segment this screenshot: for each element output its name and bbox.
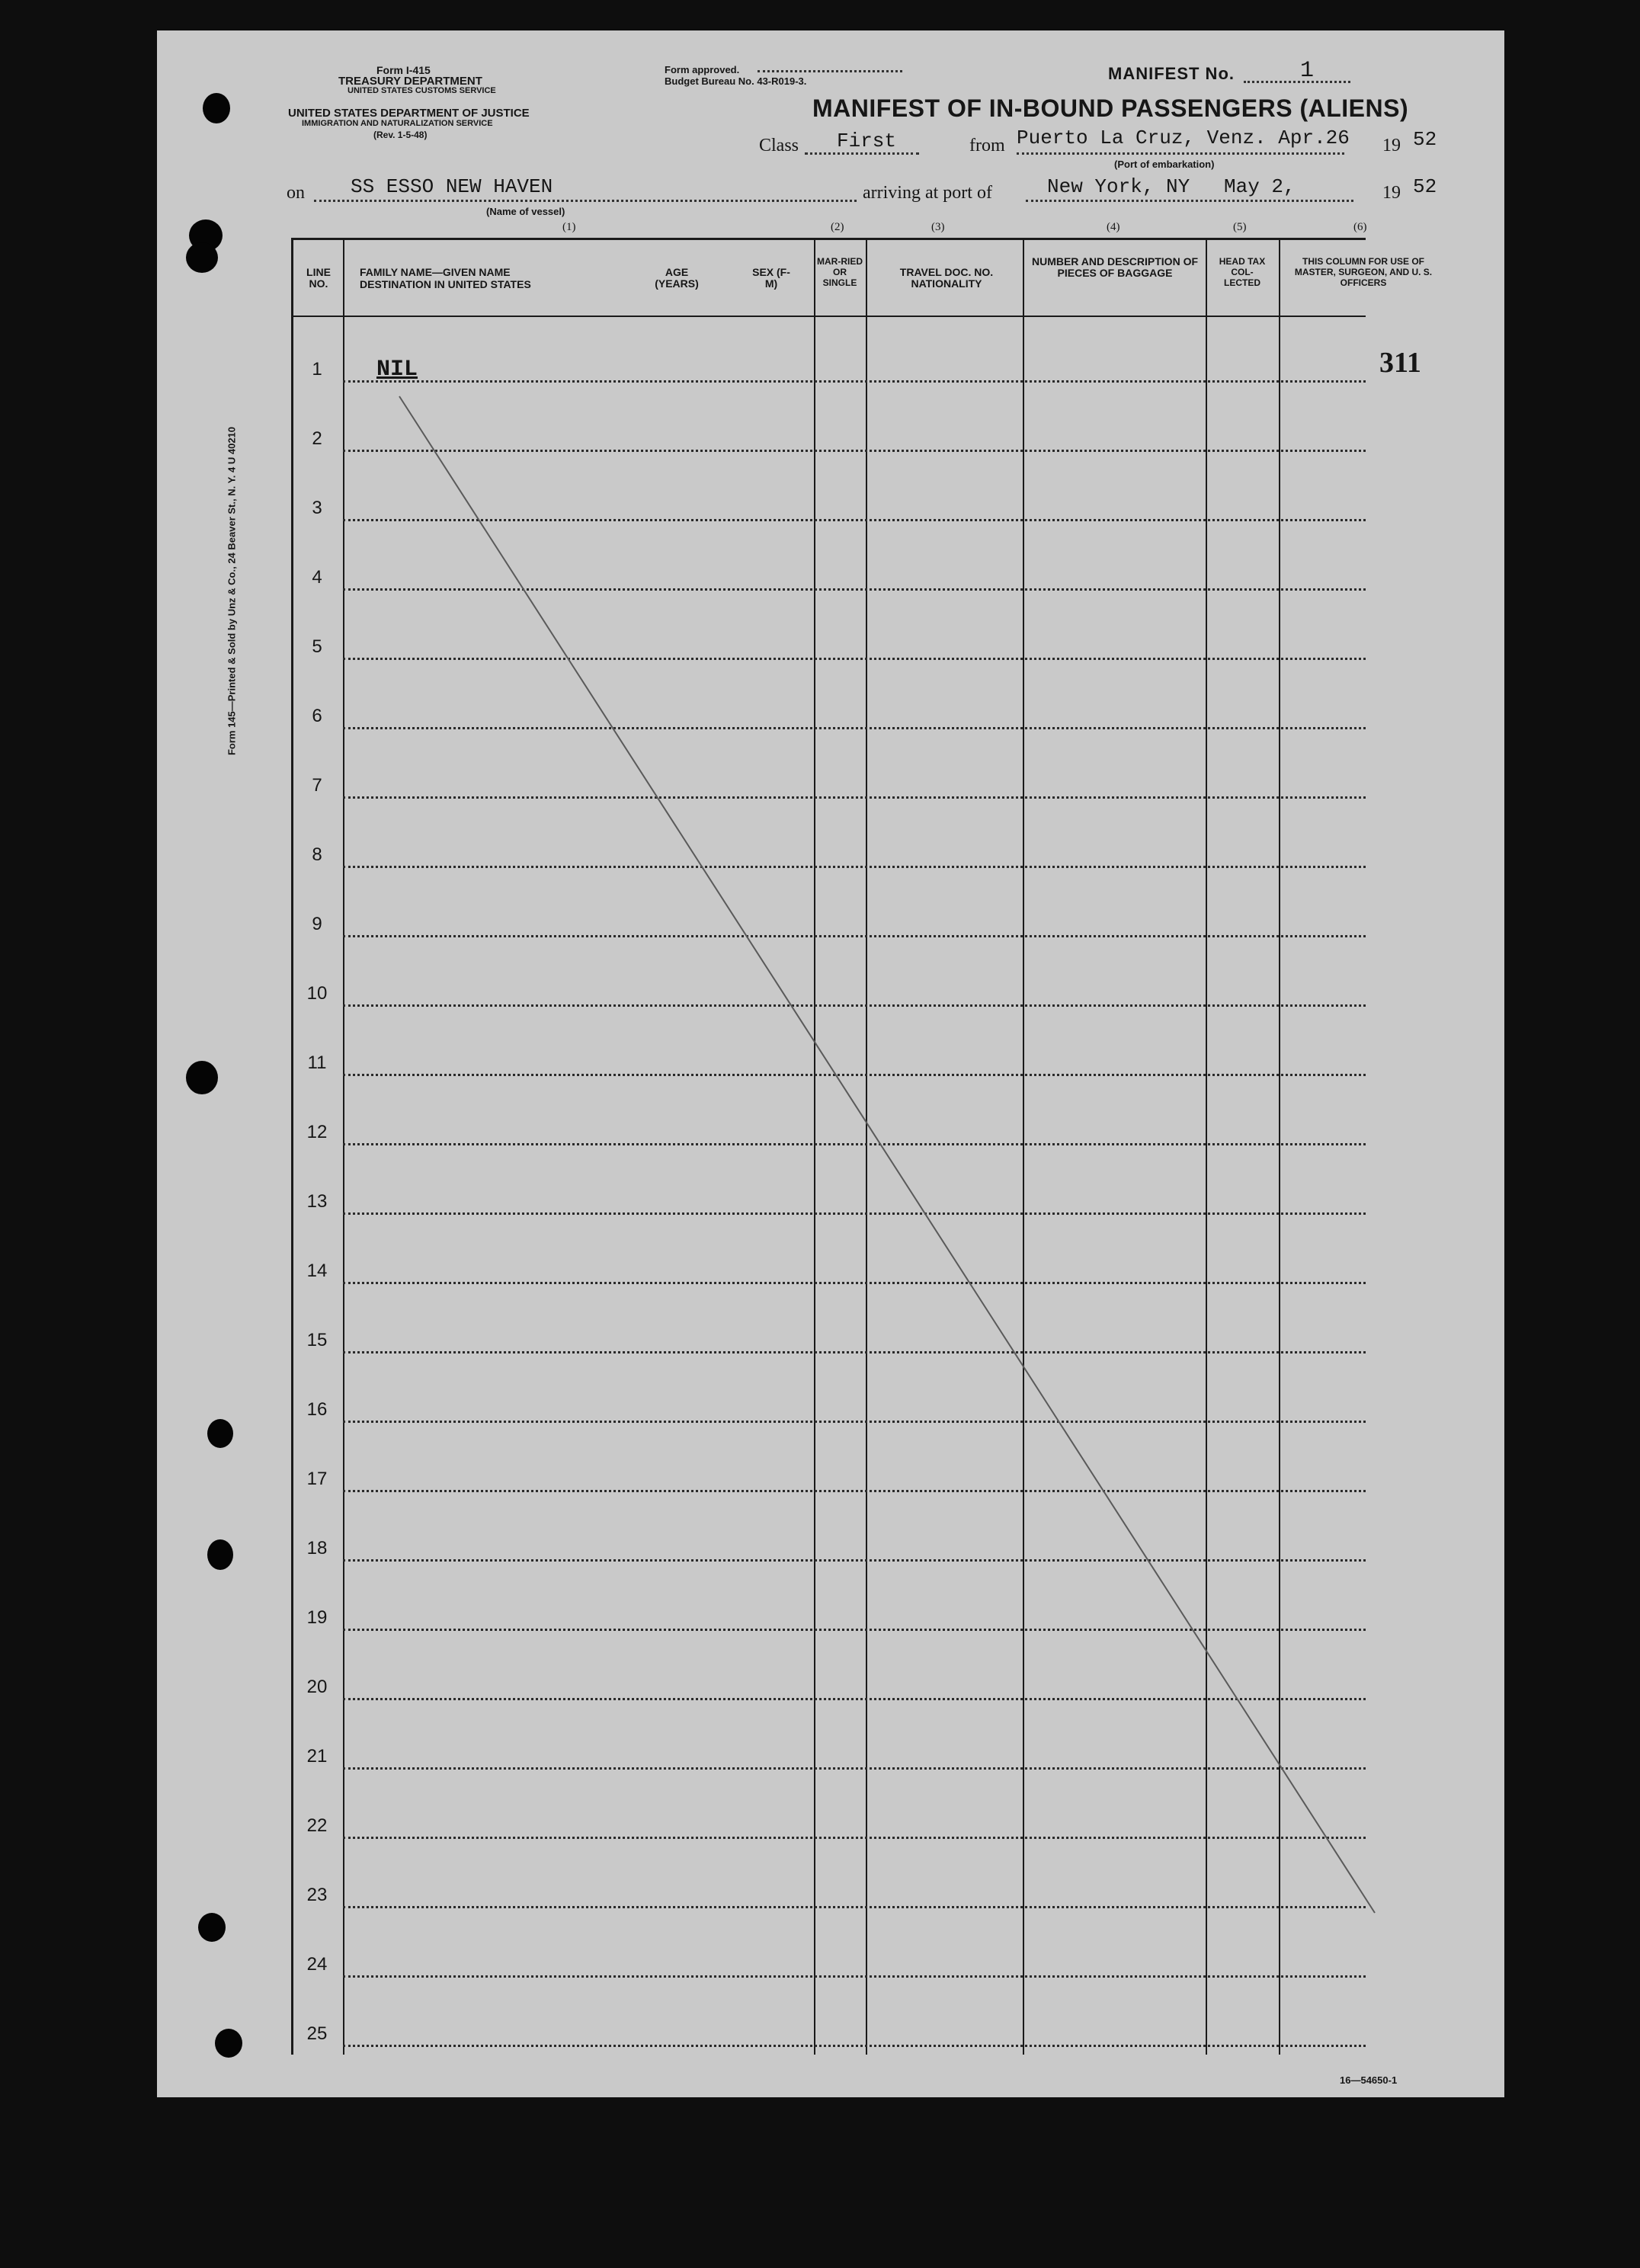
- line-number: 10: [306, 983, 328, 1004]
- column-number: (3): [931, 221, 945, 233]
- line-number: 9: [312, 914, 322, 934]
- header-age: AGE (YEARS): [655, 266, 699, 290]
- line-number: 7: [312, 775, 322, 796]
- manifest-title: MANIFEST OF IN-BOUND PASSENGERS (ALIENS): [812, 94, 1409, 122]
- line-number: 20: [306, 1677, 328, 1697]
- embarkation-port: Puerto La Cruz, Venz. Apr.26: [1017, 127, 1350, 149]
- column-number: (2): [831, 221, 844, 233]
- on-label: on: [287, 183, 305, 203]
- footer-code: 16—54650-1: [1340, 2074, 1398, 2086]
- arrival-year: 52: [1413, 175, 1437, 198]
- manifest-no-value: 1: [1300, 58, 1315, 84]
- embarkation-year: 52: [1413, 128, 1437, 151]
- column-number: (1): [562, 221, 576, 233]
- header-married: MAR-RIED OR SINGLE: [817, 256, 863, 288]
- line-number: 23: [306, 1885, 328, 1905]
- row1-name-entry: NIL: [376, 357, 418, 383]
- cancellation-line: [157, 30, 1504, 2097]
- line-number: 16: [306, 1399, 328, 1420]
- year-prefix-1: 19: [1382, 136, 1401, 155]
- manifest-no-label: MANIFEST No.: [1108, 64, 1235, 83]
- printer-margin-text: Form 145—Printed & Sold by Unz & Co., 24 Beaver St., N. Y. 4 U 40210: [226, 426, 238, 756]
- line-number: 1: [312, 359, 322, 380]
- vessel-name: SS ESSO NEW HAVEN: [351, 175, 553, 198]
- line-number: 15: [306, 1330, 328, 1350]
- line-number: 18: [306, 1538, 328, 1558]
- manifest-page: [157, 30, 1504, 2097]
- form-approved: Form approved.: [665, 64, 740, 75]
- line-number: 5: [312, 636, 322, 657]
- line-number: 17: [306, 1469, 328, 1489]
- line-number: 24: [306, 1954, 328, 1975]
- line-number: 2: [312, 428, 322, 449]
- line-number: 3: [312, 498, 322, 518]
- line-number: 25: [306, 2023, 328, 2044]
- header-officers: THIS COLUMN FOR USE OF MASTER, SURGEON, AND U. S. OFFICERS: [1294, 256, 1433, 288]
- column-number: (6): [1353, 221, 1367, 233]
- justice-label: UNITED STATES DEPARTMENT OF JUSTICE: [288, 107, 530, 120]
- customs-label: UNITED STATES CUSTOMS SERVICE: [348, 86, 496, 95]
- year-prefix-2: 19: [1382, 183, 1401, 203]
- arrival-date: May 2,: [1224, 175, 1296, 198]
- vessel-caption: (Name of vessel): [486, 206, 565, 217]
- port-embarkation-caption: (Port of embarkation): [1114, 159, 1215, 170]
- header-travel-doc: TRAVEL DOC. NO. NATIONALITY: [899, 266, 994, 290]
- class-value: First: [837, 130, 897, 152]
- ins-label: IMMIGRATION AND NATURALIZATION SERVICE: [302, 119, 493, 128]
- budget-bureau: Budget Bureau No. 43-R019-3.: [665, 75, 807, 87]
- line-number: 21: [306, 1746, 328, 1767]
- class-label: Class: [759, 136, 799, 155]
- line-number: 22: [306, 1815, 328, 1836]
- column-number: (5): [1233, 221, 1247, 233]
- line-number: 8: [312, 844, 322, 865]
- header-line-no: LINE NO.: [306, 266, 331, 290]
- row1-officer-number: 311: [1379, 347, 1421, 379]
- header-baggage: NUMBER AND DESCRIPTION OF PIECES OF BAGGAGE: [1031, 255, 1199, 279]
- line-number: 6: [312, 706, 322, 726]
- header-head-tax: HEAD TAX COL-LECTED: [1219, 256, 1266, 288]
- line-number: 11: [307, 1052, 327, 1073]
- line-number: 13: [306, 1191, 328, 1212]
- header-family-name: FAMILY NAME—GIVEN NAME: [360, 266, 511, 278]
- treasury-label: TREASURY DEPARTMENT: [338, 75, 482, 88]
- header-sex: SEX (F-M): [752, 266, 790, 290]
- form-number: Form I-415: [376, 64, 431, 76]
- arrival-port: New York, NY: [1047, 175, 1190, 198]
- revision-label: (Rev. 1-5-48): [373, 130, 428, 140]
- header-destination: DESTINATION IN UNITED STATES: [360, 278, 531, 290]
- line-number: 12: [306, 1122, 328, 1142]
- line-number: 4: [312, 567, 322, 588]
- column-number: (4): [1107, 221, 1120, 233]
- from-label: from: [969, 136, 1005, 155]
- arriving-label: arriving at port of: [863, 183, 992, 203]
- line-number: 14: [306, 1261, 328, 1281]
- line-number: 19: [306, 1607, 328, 1628]
